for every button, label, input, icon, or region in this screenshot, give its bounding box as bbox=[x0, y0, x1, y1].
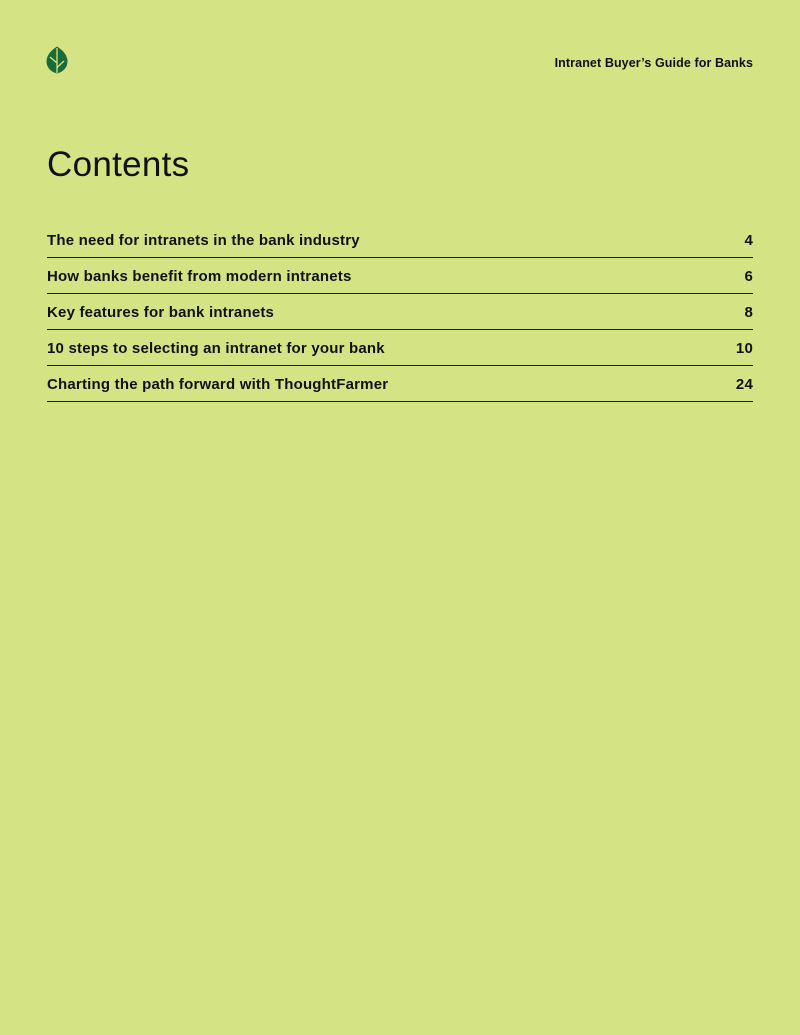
toc-entry-title: How banks benefit from modern intranets bbox=[47, 268, 352, 285]
toc-entry[interactable] bbox=[47, 330, 753, 366]
toc-entry[interactable] bbox=[47, 222, 753, 258]
toc-entry-title: The need for intranets in the bank industry bbox=[47, 232, 360, 249]
toc-entry-page-number: 8 bbox=[744, 304, 753, 321]
toc-entry-title: Key features for bank intranets bbox=[47, 304, 275, 321]
toc-entry[interactable] bbox=[47, 294, 753, 330]
toc-entry-page-number: 6 bbox=[744, 268, 753, 285]
toc-entry-title: Charting the path forward with ThoughtFarmer bbox=[47, 376, 389, 393]
toc-entry[interactable] bbox=[47, 366, 753, 402]
toc-entry-title: 10 steps to selecting an intranet for your bank bbox=[47, 340, 385, 357]
toc-entry[interactable] bbox=[47, 258, 753, 294]
table-of-contents bbox=[47, 222, 753, 402]
toc-entry-page-number: 24 bbox=[735, 376, 753, 393]
toc-entry-page-number: 4 bbox=[744, 232, 753, 249]
toc-entry-page-number: 10 bbox=[735, 340, 753, 357]
document-header-title: Intranet Buyer’s Guide for Banks bbox=[554, 56, 753, 70]
page-title: Contents bbox=[47, 145, 190, 184]
leaf-icon bbox=[46, 46, 68, 74]
